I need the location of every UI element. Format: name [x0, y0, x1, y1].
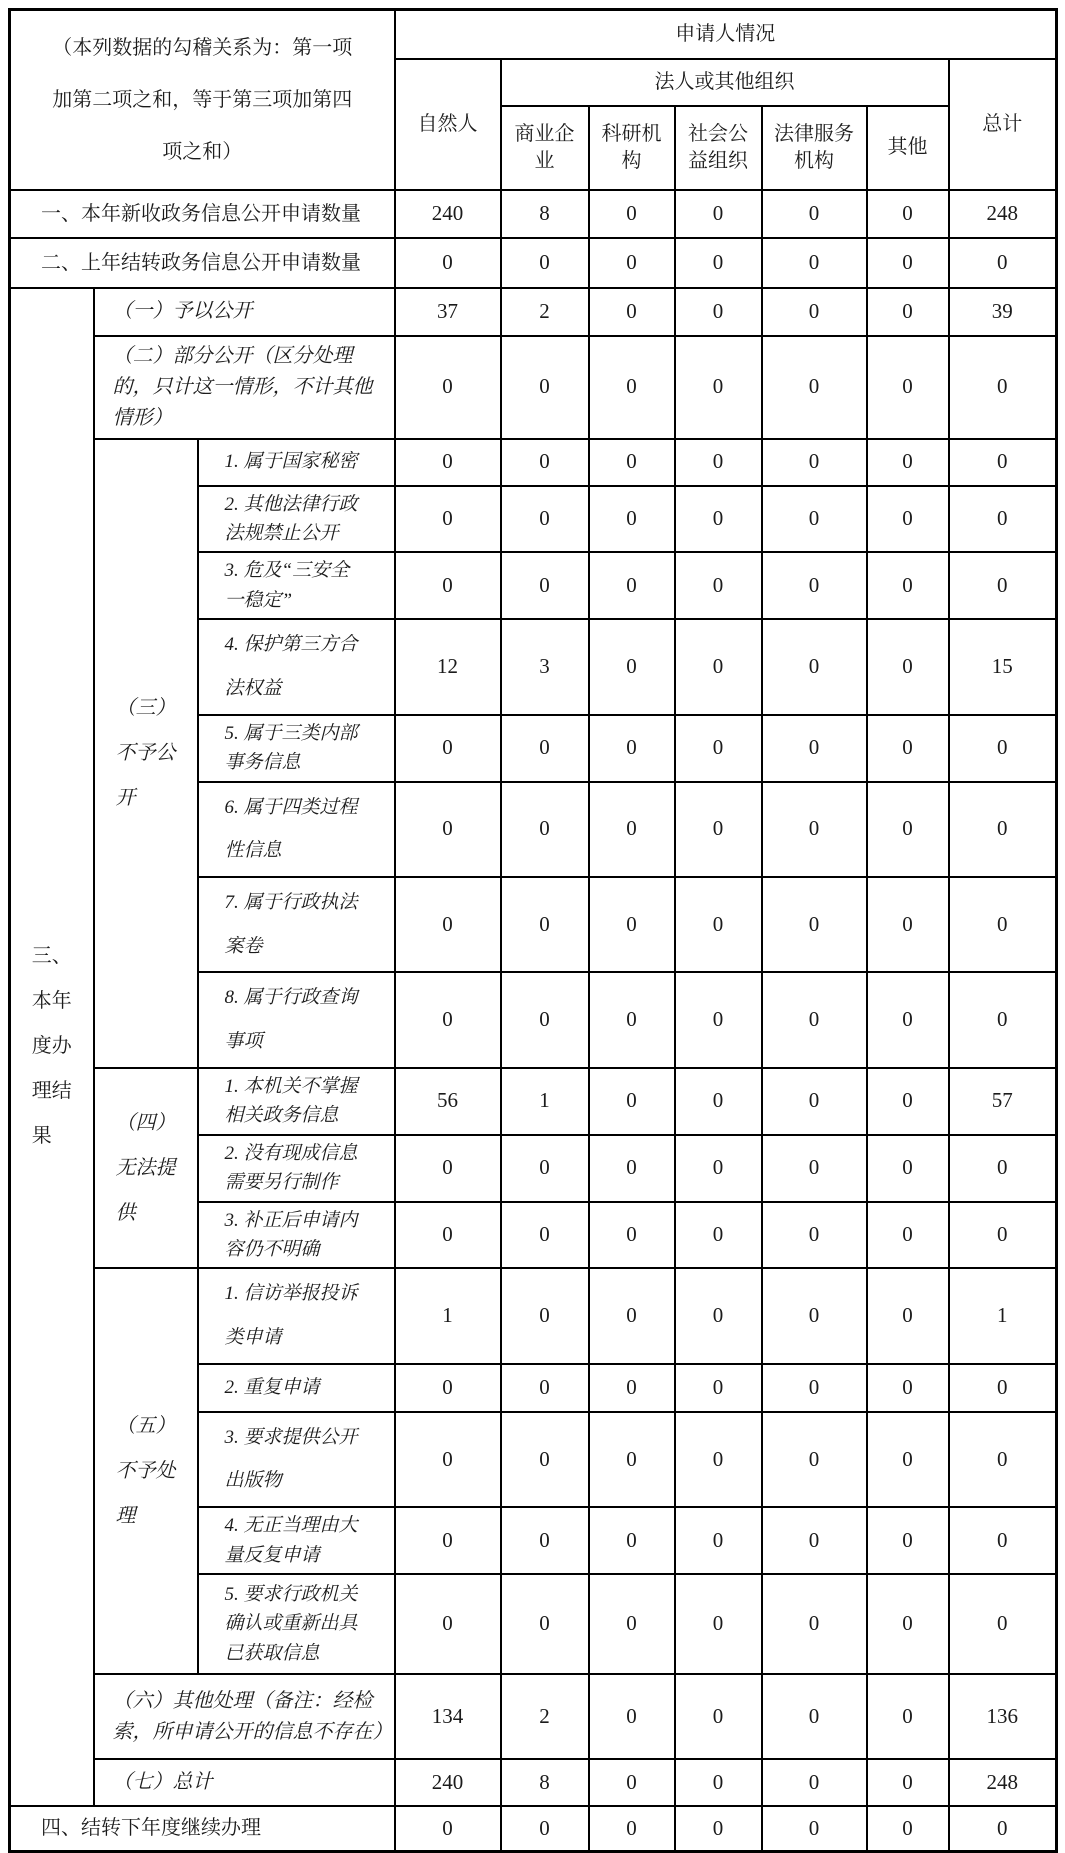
- value-cell: 0: [675, 1202, 762, 1269]
- value-cell: 0: [867, 1674, 949, 1759]
- report-table: [8, 8, 1058, 1853]
- value-cell: 0: [675, 439, 762, 486]
- item-label: 5. 要求行政机关确认或重新出具已获取信息: [198, 1574, 395, 1674]
- value-cell: 0: [501, 439, 589, 486]
- value-cell: 0: [589, 439, 675, 486]
- value-cell: 0: [949, 238, 1057, 288]
- value-cell: 0: [762, 782, 867, 877]
- section-group-label: [94, 439, 198, 1068]
- value-cell: 0: [395, 1135, 501, 1202]
- value-cell: 0: [589, 1674, 675, 1759]
- value-cell: 0: [675, 552, 762, 619]
- header-research: 科研机构: [589, 106, 675, 190]
- table-row: [10, 238, 1057, 288]
- value-cell: 0: [762, 1507, 867, 1574]
- value-cell: 0: [589, 1202, 675, 1269]
- value-cell: 0: [867, 288, 949, 336]
- value-cell: 0: [395, 336, 501, 439]
- table-row: [10, 1674, 1057, 1759]
- value-cell: 248: [949, 190, 1057, 238]
- value-cell: 1: [501, 1068, 589, 1135]
- value-cell: 0: [589, 1759, 675, 1806]
- value-cell: 0: [501, 486, 589, 553]
- value-cell: 0: [675, 1364, 762, 1412]
- value-cell: 0: [501, 1268, 589, 1363]
- value-cell: 0: [395, 1364, 501, 1412]
- value-cell: 0: [675, 1759, 762, 1806]
- value-cell: 134: [395, 1674, 501, 1759]
- value-cell: 12: [395, 619, 501, 714]
- value-cell: 0: [395, 1412, 501, 1507]
- value-cell: 0: [949, 972, 1057, 1067]
- value-cell: 0: [395, 486, 501, 553]
- value-cell: 0: [762, 715, 867, 782]
- value-cell: 0: [762, 1364, 867, 1412]
- value-cell: 0: [675, 1412, 762, 1507]
- value-cell: 0: [395, 238, 501, 288]
- value-cell: 0: [762, 1268, 867, 1363]
- table-row: [10, 1759, 1057, 1806]
- value-cell: 0: [867, 972, 949, 1067]
- value-cell: 0: [589, 238, 675, 288]
- value-cell: 0: [675, 972, 762, 1067]
- value-cell: 0: [501, 1364, 589, 1412]
- value-cell: 0: [589, 552, 675, 619]
- value-cell: 0: [589, 486, 675, 553]
- section-label-text: （四）无法提供: [115, 1111, 176, 1224]
- value-cell: 0: [589, 619, 675, 714]
- subsection-label: （一）予以公开: [94, 288, 395, 336]
- value-cell: 0: [867, 552, 949, 619]
- value-cell: 0: [867, 439, 949, 486]
- header-row-1: [10, 10, 1057, 59]
- value-cell: 0: [589, 1068, 675, 1135]
- value-cell: 0: [867, 190, 949, 238]
- row-label: 一、本年新收政务信息公开申请数量: [10, 190, 395, 238]
- value-cell: 0: [501, 877, 589, 972]
- value-cell: 136: [949, 1674, 1057, 1759]
- value-cell: 0: [395, 1507, 501, 1574]
- value-cell: 0: [867, 486, 949, 553]
- subsection-label: （六）其他处理（备注：经检索，所申请公开的信息不存在）: [94, 1674, 395, 1759]
- value-cell: 0: [589, 972, 675, 1067]
- value-cell: 0: [949, 1806, 1057, 1851]
- value-cell: 8: [501, 190, 589, 238]
- value-cell: 240: [395, 1759, 501, 1806]
- value-cell: 0: [762, 1068, 867, 1135]
- value-cell: 0: [501, 1135, 589, 1202]
- value-cell: 0: [395, 972, 501, 1067]
- value-cell: 37: [395, 288, 501, 336]
- header-business: 商业企业: [501, 106, 589, 190]
- value-cell: 0: [949, 486, 1057, 553]
- value-cell: 3: [501, 619, 589, 714]
- value-cell: 0: [589, 1268, 675, 1363]
- value-cell: 0: [675, 1674, 762, 1759]
- section-label-text: （五）不予处理: [115, 1414, 176, 1527]
- value-cell: 0: [589, 877, 675, 972]
- value-cell: 0: [501, 715, 589, 782]
- value-cell: 0: [949, 877, 1057, 972]
- value-cell: 0: [501, 336, 589, 439]
- value-cell: 0: [675, 619, 762, 714]
- value-cell: 0: [949, 782, 1057, 877]
- value-cell: 0: [675, 486, 762, 553]
- header-applicant-group: 申请人情况: [395, 10, 1057, 59]
- section-label-text: 三、本年度办理结果: [31, 945, 72, 1148]
- item-label: 3. 补正后申请内容仍不明确: [198, 1202, 395, 1269]
- value-cell: 0: [867, 1806, 949, 1851]
- note-cell: （本列数据的勾稽关系为：第一项加第二项之和，等于第三项加第四项之和）: [10, 10, 395, 190]
- value-cell: 0: [501, 238, 589, 288]
- value-cell: 0: [501, 1507, 589, 1574]
- value-cell: 0: [589, 1507, 675, 1574]
- item-label: 6. 属于四类过程性信息: [198, 782, 395, 877]
- value-cell: 0: [949, 336, 1057, 439]
- header-public-welfare: 社会公益组织: [675, 106, 762, 190]
- value-cell: 0: [867, 1068, 949, 1135]
- value-cell: 0: [867, 715, 949, 782]
- value-cell: 0: [501, 972, 589, 1067]
- value-cell: 0: [395, 439, 501, 486]
- value-cell: 240: [395, 190, 501, 238]
- item-label: 1. 本机关不掌握相关政务信息: [198, 1068, 395, 1135]
- value-cell: 0: [762, 486, 867, 553]
- item-label: 1. 属于国家秘密: [198, 439, 395, 486]
- subsection-label: （二）部分公开（区分处理的，只计这一情形，不计其他情形）: [94, 336, 395, 439]
- value-cell: 0: [589, 1412, 675, 1507]
- section-group-label: [94, 1068, 198, 1269]
- table-row: [10, 1806, 1057, 1851]
- value-cell: 0: [867, 1507, 949, 1574]
- item-label: 3. 要求提供公开出版物: [198, 1412, 395, 1507]
- value-cell: 1: [949, 1268, 1057, 1363]
- value-cell: 0: [675, 190, 762, 238]
- value-cell: 0: [949, 439, 1057, 486]
- value-cell: 0: [867, 1268, 949, 1363]
- value-cell: 0: [501, 1202, 589, 1269]
- value-cell: 56: [395, 1068, 501, 1135]
- value-cell: 0: [949, 552, 1057, 619]
- item-label: 2. 没有现成信息需要另行制作: [198, 1135, 395, 1202]
- header-natural-person: 自然人: [395, 59, 501, 190]
- value-cell: 0: [762, 1135, 867, 1202]
- value-cell: 0: [675, 715, 762, 782]
- value-cell: 0: [762, 1412, 867, 1507]
- item-label: 5. 属于三类内部事务信息: [198, 715, 395, 782]
- table-row: [10, 190, 1057, 238]
- value-cell: 0: [501, 1806, 589, 1851]
- subsection-label: （七）总计: [94, 1759, 395, 1806]
- value-cell: 0: [762, 439, 867, 486]
- value-cell: 0: [675, 782, 762, 877]
- value-cell: 0: [501, 1574, 589, 1674]
- value-cell: 0: [675, 1135, 762, 1202]
- value-cell: 0: [675, 1574, 762, 1674]
- value-cell: 0: [949, 1507, 1057, 1574]
- value-cell: 0: [949, 1202, 1057, 1269]
- value-cell: 0: [762, 1574, 867, 1674]
- table-row: [10, 439, 1057, 486]
- value-cell: 0: [867, 1135, 949, 1202]
- value-cell: 0: [867, 336, 949, 439]
- item-label: 7. 属于行政执法案卷: [198, 877, 395, 972]
- value-cell: 0: [867, 1202, 949, 1269]
- value-cell: 0: [501, 552, 589, 619]
- header-legal-group: 法人或其他组织: [501, 59, 949, 106]
- table-row: [10, 288, 1057, 336]
- value-cell: 0: [589, 782, 675, 877]
- value-cell: 0: [762, 619, 867, 714]
- value-cell: 0: [762, 288, 867, 336]
- table-row: [10, 336, 1057, 439]
- table-row: [10, 1068, 1057, 1135]
- value-cell: 2: [501, 288, 589, 336]
- value-cell: 0: [675, 877, 762, 972]
- item-label: 1. 信访举报投诉类申请: [198, 1268, 395, 1363]
- value-cell: 0: [675, 1068, 762, 1135]
- value-cell: 0: [395, 1806, 501, 1851]
- value-cell: 0: [762, 1806, 867, 1851]
- value-cell: 1: [395, 1268, 501, 1363]
- item-label: 8. 属于行政查询事项: [198, 972, 395, 1067]
- value-cell: 0: [395, 1202, 501, 1269]
- value-cell: 248: [949, 1759, 1057, 1806]
- section-group-label: [94, 1268, 198, 1674]
- value-cell: 0: [395, 552, 501, 619]
- value-cell: 0: [395, 1574, 501, 1674]
- value-cell: 0: [867, 1364, 949, 1412]
- row-label: 二、上年结转政务信息公开申请数量: [10, 238, 395, 288]
- value-cell: 0: [949, 1412, 1057, 1507]
- value-cell: 57: [949, 1068, 1057, 1135]
- header-other: 其他: [867, 106, 949, 190]
- item-label: 2. 重复申请: [198, 1364, 395, 1412]
- value-cell: 0: [867, 877, 949, 972]
- value-cell: 0: [589, 1364, 675, 1412]
- value-cell: 0: [589, 336, 675, 439]
- value-cell: 0: [762, 1674, 867, 1759]
- value-cell: 0: [675, 1806, 762, 1851]
- section-label-text: （三）不予公开: [115, 696, 176, 809]
- value-cell: 0: [949, 1364, 1057, 1412]
- value-cell: 15: [949, 619, 1057, 714]
- value-cell: 2: [501, 1674, 589, 1759]
- value-cell: 0: [762, 972, 867, 1067]
- table-header: [10, 10, 1057, 190]
- value-cell: 0: [675, 336, 762, 439]
- value-cell: 0: [762, 336, 867, 439]
- item-label: 2. 其他法律行政法规禁止公开: [198, 486, 395, 553]
- value-cell: 0: [589, 288, 675, 336]
- value-cell: 0: [949, 1574, 1057, 1674]
- value-cell: 0: [589, 715, 675, 782]
- item-label: 3. 危及“三安全一稳定”: [198, 552, 395, 619]
- value-cell: 0: [589, 1806, 675, 1851]
- item-label: 4. 无正当理由大量反复申请: [198, 1507, 395, 1574]
- value-cell: 0: [395, 782, 501, 877]
- value-cell: 0: [949, 1135, 1057, 1202]
- value-cell: 0: [867, 1412, 949, 1507]
- value-cell: 39: [949, 288, 1057, 336]
- value-cell: 0: [675, 1507, 762, 1574]
- value-cell: 0: [762, 1202, 867, 1269]
- value-cell: 0: [762, 552, 867, 619]
- value-cell: 0: [501, 782, 589, 877]
- value-cell: 0: [867, 1759, 949, 1806]
- value-cell: 0: [675, 238, 762, 288]
- header-legal-service: 法律服务机构: [762, 106, 867, 190]
- value-cell: 0: [501, 1412, 589, 1507]
- value-cell: 0: [762, 190, 867, 238]
- value-cell: 0: [675, 288, 762, 336]
- value-cell: 8: [501, 1759, 589, 1806]
- value-cell: 0: [949, 715, 1057, 782]
- table-body: [10, 190, 1057, 1852]
- value-cell: 0: [762, 238, 867, 288]
- value-cell: 0: [867, 619, 949, 714]
- item-label: 4. 保护第三方合法权益: [198, 619, 395, 714]
- value-cell: 0: [589, 1574, 675, 1674]
- header-total: 总计: [949, 59, 1057, 190]
- value-cell: 0: [589, 190, 675, 238]
- value-cell: 0: [395, 877, 501, 972]
- value-cell: 0: [867, 1574, 949, 1674]
- value-cell: 0: [675, 1268, 762, 1363]
- value-cell: 0: [395, 715, 501, 782]
- value-cell: 0: [762, 1759, 867, 1806]
- section-label: [10, 288, 94, 1807]
- value-cell: 0: [867, 238, 949, 288]
- table-row: [10, 1268, 1057, 1363]
- value-cell: 0: [589, 1135, 675, 1202]
- row-label: 四、结转下年度继续办理: [10, 1806, 395, 1851]
- value-cell: 0: [867, 782, 949, 877]
- value-cell: 0: [762, 877, 867, 972]
